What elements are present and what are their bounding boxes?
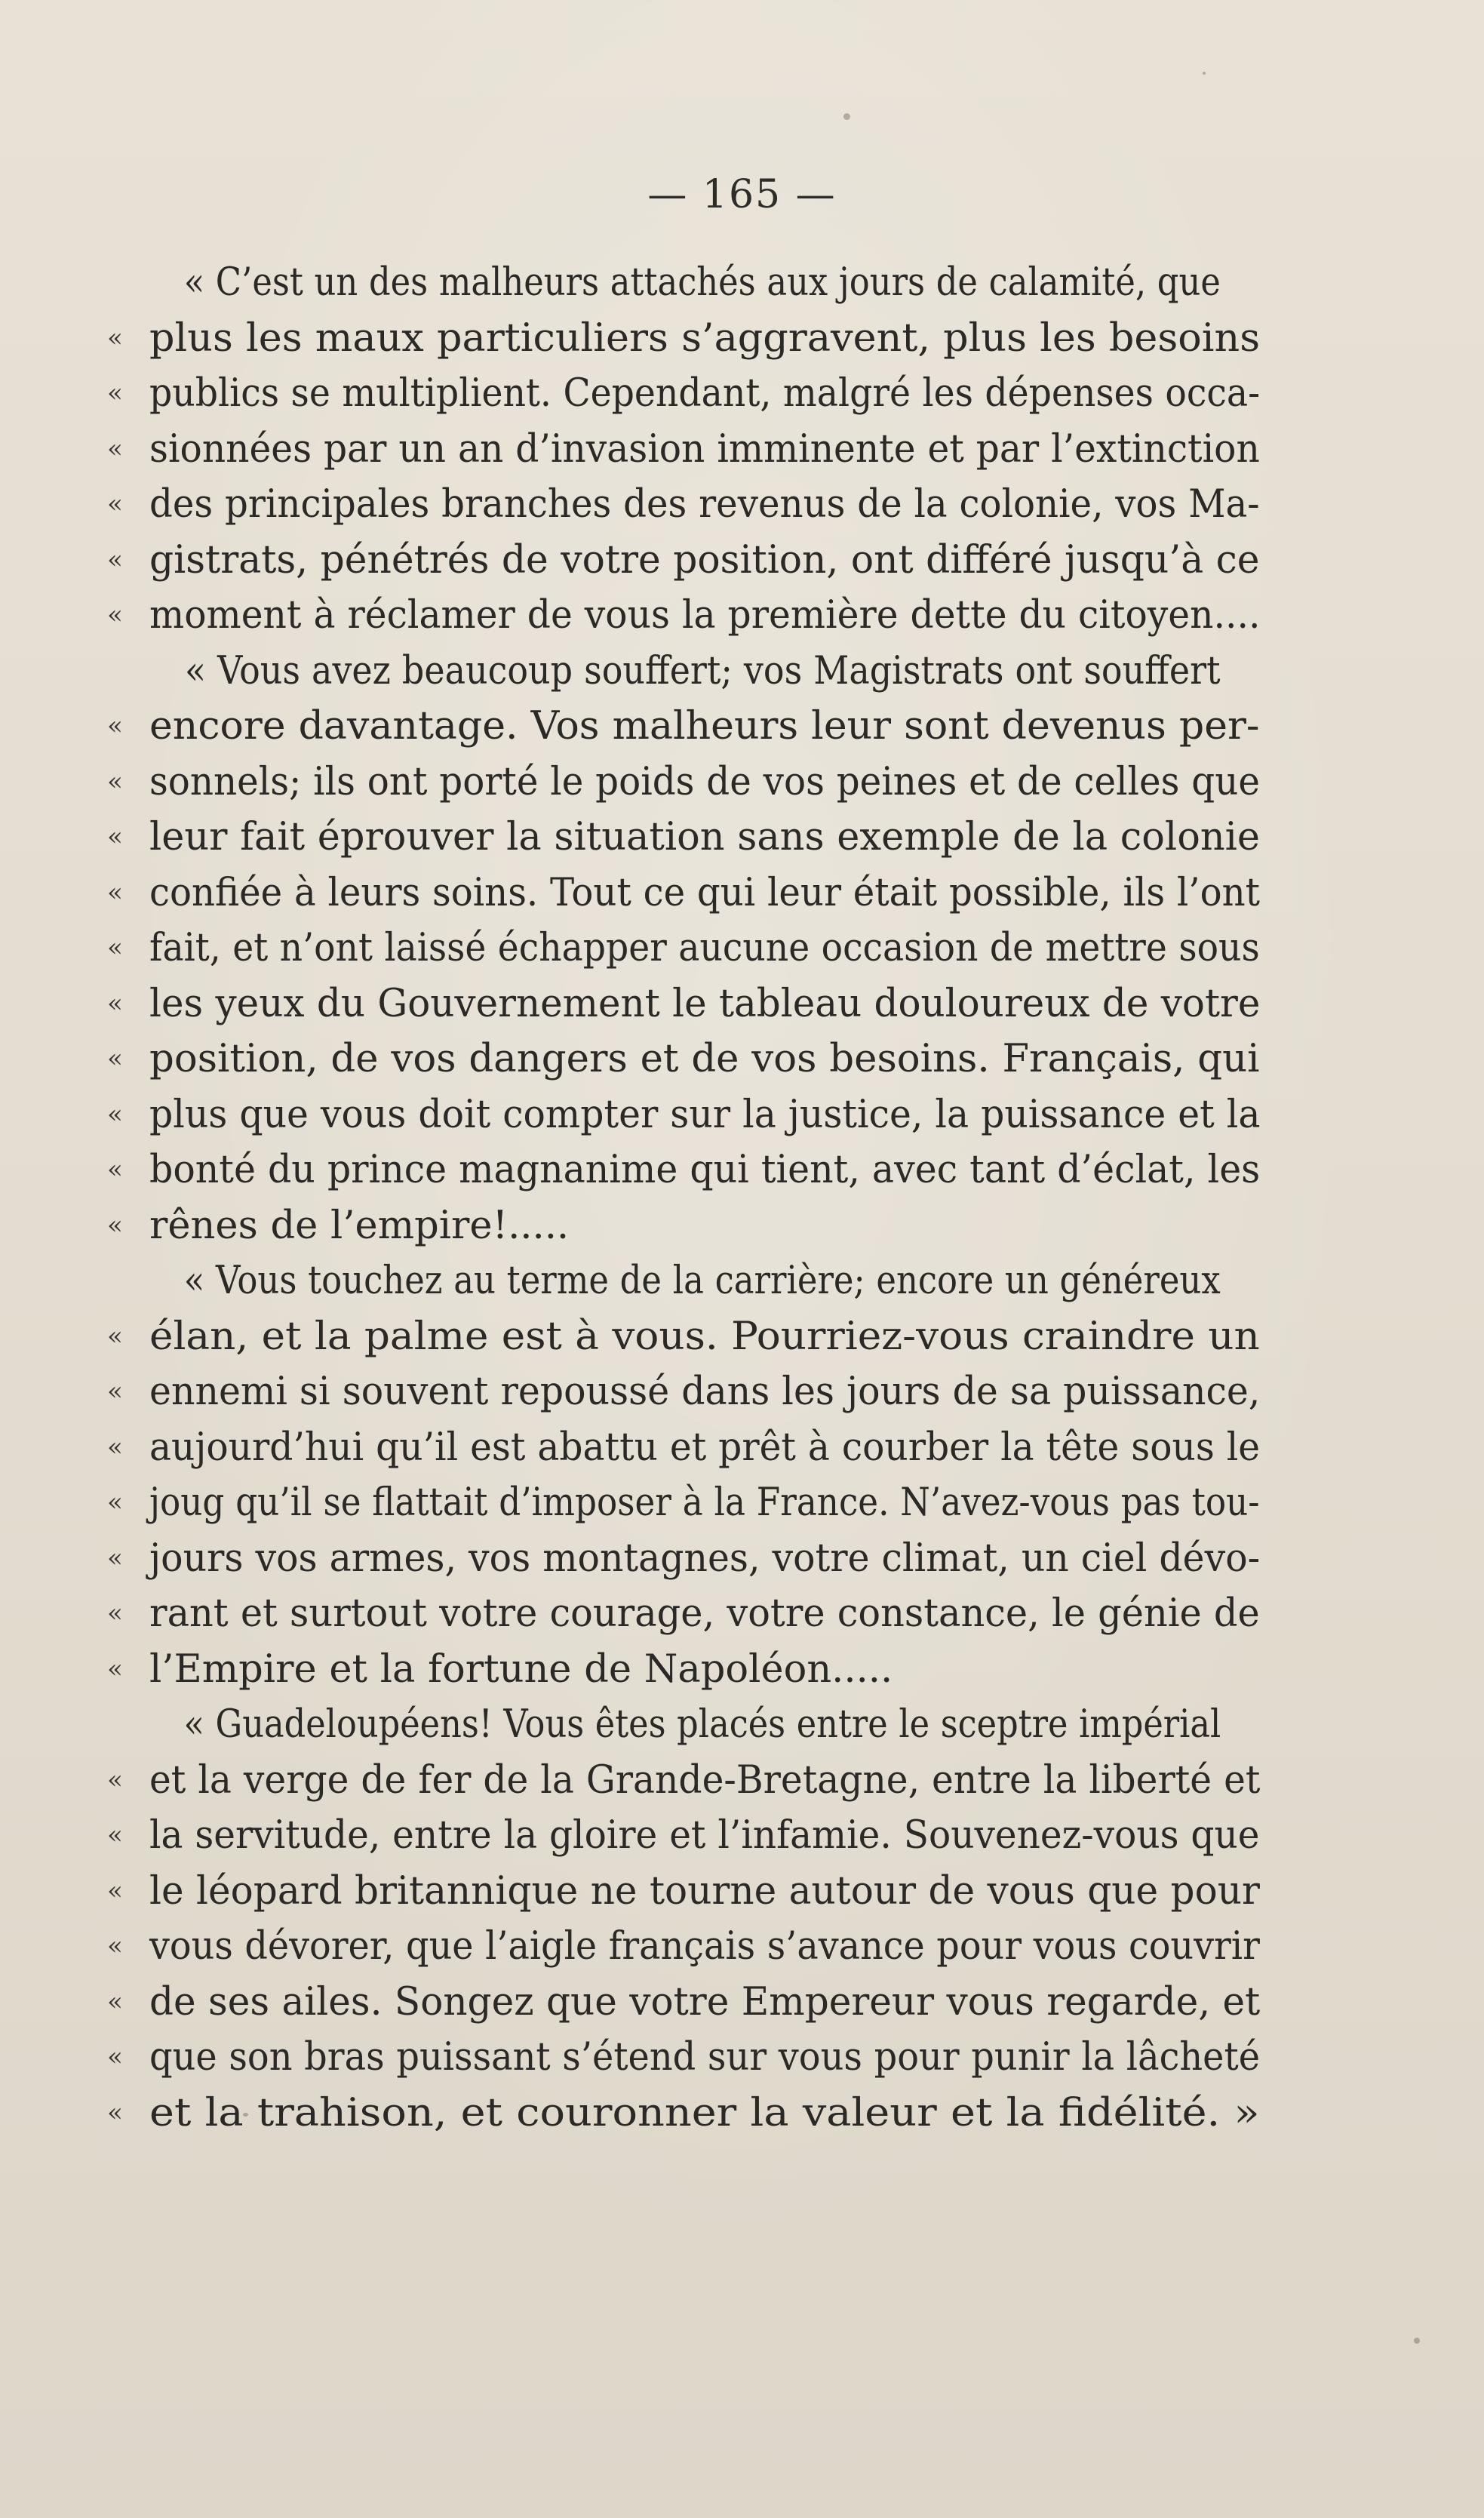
margin-quote-mark: « <box>107 1875 123 1906</box>
margin-quote-mark: « <box>107 1099 123 1130</box>
line-text: fait, et n’ont laissé échapper aucune occasion de mettre sous <box>149 926 1260 970</box>
line-text: publics se multiplient. Cependant, malgré les dépenses occa- <box>149 371 1261 416</box>
text-line <box>107 865 1261 921</box>
text-line <box>107 1309 1260 1365</box>
margin-quote-mark: « <box>107 1820 123 1850</box>
line-text: et la trahison, et couronner la valeur et la fidélité. » <box>149 2090 1260 2135</box>
line-text: élan, et la palme est à vous. Pourriez-vous craindre un <box>149 1314 1260 1359</box>
paper-speck <box>843 113 850 120</box>
line-text: que son bras puissant s’étend sur vous pour punir la lâcheté <box>149 2035 1260 2080</box>
line-text: rant et surtout votre courage, votre constance, le génie de <box>149 1591 1260 1636</box>
paper-speck <box>1414 2338 1420 2344</box>
margin-quote-mark: « <box>107 822 123 852</box>
paper-speck <box>1203 72 1206 75</box>
line-text: le léopard britannique ne tourne autour de vous que pour <box>149 1868 1260 1914</box>
text-line <box>107 1642 1260 1698</box>
text-line <box>107 1364 1261 1420</box>
page-number: — 165 — <box>647 172 837 217</box>
margin-quote-mark: « <box>107 1431 123 1462</box>
line-text: encore davantage. Vos malheurs leur sont devenus per- <box>149 704 1260 749</box>
line-text: des principales branches des revenus de la colonie, vos Ma- <box>149 482 1260 527</box>
margin-quote-mark: « <box>107 988 123 1019</box>
margin-quote-mark: « <box>107 933 123 963</box>
margin-quote-mark: « <box>107 2097 123 2128</box>
line-text: joug qu’il se flattait d’imposer à la France. N’avez-vous pas tou- <box>149 1480 1260 1525</box>
text-body <box>107 255 1261 2141</box>
line-text: aujourd’hui qu’il est abattu et prêt à courber la tête sous le <box>149 1425 1261 1470</box>
margin-quote-mark: « <box>107 1154 123 1185</box>
text-line <box>113 1253 1260 1309</box>
text-line <box>107 1919 1260 1975</box>
margin-quote-mark: « <box>107 877 123 908</box>
line-text: « C’est un des malheurs attachés aux jours de calamité, que <box>183 260 1221 305</box>
margin-quote-mark: « <box>107 322 123 353</box>
text-line <box>107 1864 1260 1920</box>
line-text: vous dévorer, que l’aigle français s’avance pour vous couvrir <box>149 1924 1260 1969</box>
margin-quote-mark: « <box>107 2042 123 2072</box>
margin-quote-mark: « <box>107 544 123 575</box>
text-line <box>107 1198 1260 1254</box>
line-text: sionnées par un an d’invasion imminente et par l’extinction <box>149 426 1260 472</box>
margin-quote-mark: « <box>107 1376 123 1407</box>
text-line <box>107 477 1260 533</box>
margin-quote-mark: « <box>107 711 123 741</box>
line-text: la servitude, entre la gloire et l’infamie. Souvenez-vous que <box>149 1813 1260 1858</box>
margin-quote-mark: « <box>107 1598 123 1628</box>
margin-quote-mark: « <box>107 600 123 630</box>
line-text: et la verge de fer de la Grande-Bretagne, entre la liberté et <box>149 1757 1261 1803</box>
text-line <box>107 699 1260 755</box>
margin-quote-mark: « <box>107 1044 123 1074</box>
line-text: de ses ailes. Songez que votre Empereur vous regarde, et <box>149 1979 1261 2025</box>
text-line <box>107 1753 1261 1809</box>
text-line <box>107 533 1260 589</box>
text-line <box>107 311 1261 367</box>
margin-quote-mark: « <box>107 1764 123 1795</box>
line-text: bonté du prince magnanime qui tient, avec tant d’éclat, les <box>149 1148 1261 1192</box>
line-text: plus les maux particuliers s’aggravent, plus les besoins <box>149 315 1261 361</box>
margin-quote-mark: « <box>107 1986 123 2017</box>
line-text: l’Empire et la fortune de Napoléon..... <box>149 1646 893 1692</box>
margin-quote-mark: « <box>107 766 123 797</box>
text-line <box>107 1808 1260 1864</box>
line-text: plus que vous doit compter sur la justice, la puissance et la <box>149 1092 1261 1137</box>
text-line <box>107 2030 1260 2086</box>
line-text: les yeux du Gouvernement le tableau douloureux de votre <box>149 981 1261 1026</box>
margin-quote-mark: « <box>107 1487 123 1517</box>
text-line <box>107 1531 1261 1587</box>
text-line <box>107 810 1261 865</box>
line-text: jours vos armes, vos montagnes, votre climat, un ciel dévo- <box>149 1536 1261 1581</box>
line-text: « Vous avez beaucoup souffert; vos Magistrats ont souffert <box>184 648 1221 693</box>
line-text: rênes de l’empire!..... <box>149 1203 570 1248</box>
text-line <box>107 921 1260 976</box>
text-line <box>107 2086 1260 2141</box>
margin-quote-mark: « <box>107 1210 123 1241</box>
line-text: position, de vos dangers et de vos besoins. Français, qui <box>149 1037 1260 1081</box>
margin-quote-mark: « <box>107 489 123 519</box>
text-line <box>107 755 1260 810</box>
paper-speck <box>243 2113 248 2117</box>
text-line <box>113 1697 1260 1753</box>
margin-quote-mark: « <box>107 1542 123 1573</box>
text-line <box>107 588 1261 644</box>
text-line <box>107 1087 1261 1143</box>
line-text: « Guadeloupéens! Vous êtes placés entre le sceptre impérial <box>183 1702 1221 1747</box>
line-text: confiée à leurs soins. Tout ce qui leur était possible, ils l’ont <box>149 870 1261 915</box>
line-text: « Vous touchez au terme de la carrière; encore un généreux <box>183 1259 1221 1303</box>
margin-quote-mark: « <box>107 1320 123 1351</box>
text-line <box>107 422 1260 478</box>
line-text: gistrats, pénétrés de votre position, ont différé jusqu’à ce <box>149 537 1260 583</box>
text-line <box>107 1586 1260 1642</box>
text-line <box>113 644 1260 699</box>
line-text: moment à réclamer de vous la première dette du citoyen.... <box>149 593 1261 638</box>
text-line <box>113 255 1260 311</box>
text-line <box>107 1142 1261 1198</box>
margin-quote-mark: « <box>107 433 123 464</box>
text-line <box>107 366 1261 422</box>
line-text: sonnels; ils ont porté le poids de vos peines et de celles que <box>149 759 1260 804</box>
text-line <box>107 1031 1260 1087</box>
text-line <box>107 1975 1261 2031</box>
margin-quote-mark: « <box>107 1931 123 1961</box>
line-text: leur fait éprouver la situation sans exemple de la colonie <box>149 815 1261 859</box>
text-line <box>107 1475 1260 1531</box>
text-line <box>107 976 1261 1032</box>
margin-quote-mark: « <box>107 1653 123 1684</box>
margin-quote-mark: « <box>107 378 123 408</box>
text-line <box>107 1420 1261 1476</box>
line-text: ennemi si souvent repoussé dans les jours de sa puissance, <box>149 1370 1261 1414</box>
